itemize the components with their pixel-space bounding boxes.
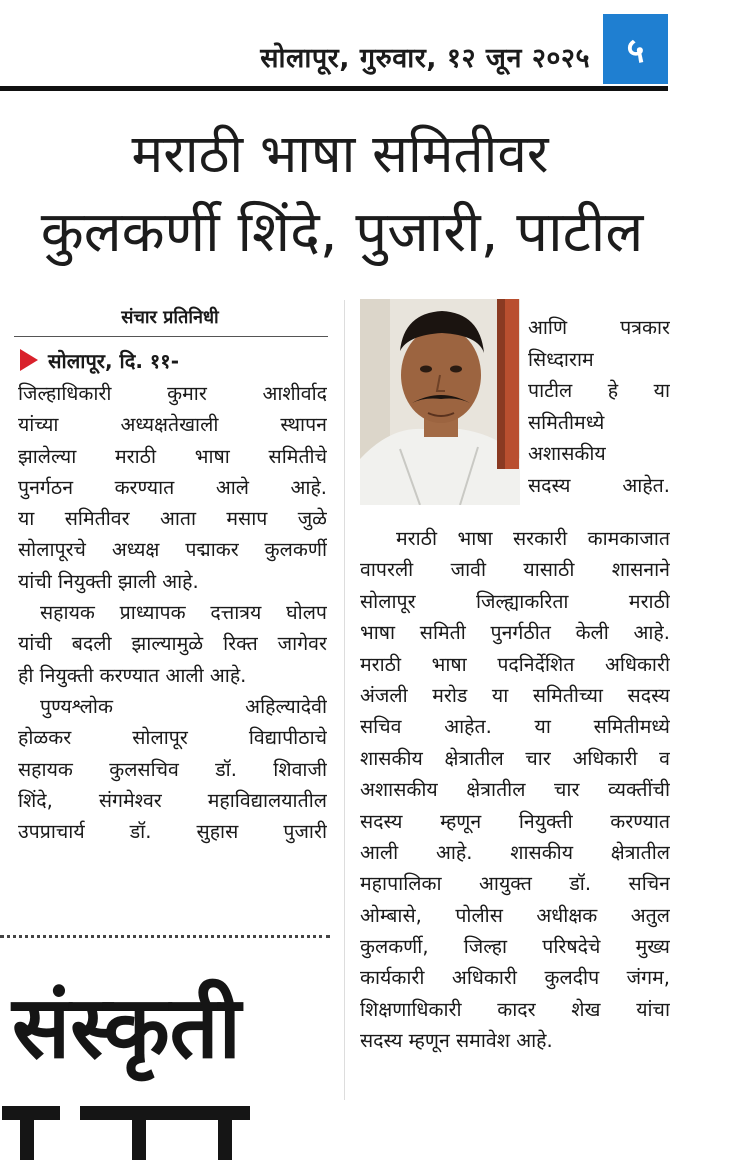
text-line: सोलापूर जिल्ह्याकरिता मराठी xyxy=(360,589,670,613)
text-line: अशासकीय क्षेत्रातील चार व्यक्तींची xyxy=(360,778,670,802)
text-line: आणि पत्रकार xyxy=(528,316,670,339)
masthead-rule xyxy=(0,86,668,91)
text-line: ही नियुक्ती करण्यात आली आहे. xyxy=(18,663,247,687)
text-line: सहायक प्राध्यापक दत्तात्रय घोलप xyxy=(40,601,327,625)
member-photo xyxy=(360,299,520,505)
text-line: अंजली मरोड या समितीच्या सदस्य xyxy=(360,683,670,707)
text-line: पाटील हे या xyxy=(528,379,670,402)
text-line: उपप्राचार्य डॉ. सुहास पुजारी xyxy=(18,820,327,844)
text-line: समितीमध्ये xyxy=(528,410,605,434)
text-line: कुलकर्णी, जिल्हा परिषदेचे मुख्य xyxy=(360,935,670,959)
text-line: होळकर सोलापूर विद्यापीठाचे xyxy=(18,726,327,750)
text-line: महापालिका आयुक्त डॉ. सचिन xyxy=(360,872,670,896)
next-story-headline-cropped xyxy=(0,1088,272,1174)
text-line: सदस्य म्हणून समावेश आहे. xyxy=(360,1029,553,1053)
text-line: शिंदे, संगमेश्वर महाविद्यालयातील xyxy=(18,788,327,812)
text-line: ओम्बासे, पोलीस अधीक्षक अतुल xyxy=(360,903,670,927)
text-line: यांची बदली झाल्यामुळे रिक्त जागेवर xyxy=(18,632,327,656)
story-separator xyxy=(0,935,330,938)
text-line: या समितीवर आता मसाप जुळे xyxy=(18,507,327,531)
right-top-text xyxy=(528,312,670,501)
text-line: झालेल्या मराठी भाषा समितीचे xyxy=(18,444,327,468)
text-line: सहायक कुलसचिव डॉ. शिवाजी xyxy=(18,757,327,781)
text-line: यांची नियुक्ती झाली आहे. xyxy=(18,569,199,593)
dateline-marker-icon xyxy=(20,349,38,371)
text-line: पुण्यश्लोक अहिल्यादेवी xyxy=(40,694,327,718)
text-line: जिल्हाधिकारी कुमार आशीर्वाद xyxy=(18,382,327,405)
text-line: अशासकीय xyxy=(528,442,606,465)
text-line: कार्यकारी अधिकारी कुलदीप जंगम, xyxy=(360,966,670,990)
dateline-text: सोलापूर, दि. ११- xyxy=(48,348,180,373)
page-number: ५ xyxy=(626,31,645,71)
text-line: यांच्या अध्यक्षतेखाली स्थापन xyxy=(18,413,327,437)
article-dateline xyxy=(20,346,179,374)
right-column-text xyxy=(360,523,670,1057)
byline: संचार प्रतिनिधी xyxy=(121,307,219,328)
next-story-headline: संस्कृती xyxy=(12,978,241,1078)
cropped-headline-glyphs xyxy=(0,1100,272,1160)
text-line: सिध्दाराम xyxy=(528,347,594,371)
text-line: सोलापूरचे अध्यक्ष पद्माकर कुलकर्णी xyxy=(18,538,327,562)
text-line: मराठी भाषा पदनिर्देशित अधिकारी xyxy=(360,652,670,676)
masthead-dateline: सोलापूर, गुरुवार, १२ जून २०२५ xyxy=(260,43,590,74)
column-divider xyxy=(344,300,345,1100)
text-line: सदस्य आहेत. xyxy=(528,473,670,497)
text-line: शासकीय क्षेत्रातील चार अधिकारी व xyxy=(360,746,670,770)
left-column-text xyxy=(18,378,327,847)
text-line: सचिव आहेत. या समितीमध्ये xyxy=(360,715,670,739)
text-line: पुनर्गठन करण्यात आले आहे. xyxy=(18,475,327,499)
text-line: भाषा समिती पुनर्गठीत केली आहे. xyxy=(360,621,670,645)
text-line: आली आहे. शासकीय क्षेत्रातील xyxy=(360,840,670,864)
text-line: शिक्षणाधिकारी कादर शेख यांचा xyxy=(360,997,670,1021)
headline-line-2: कुलकर्णी शिंदे, पुजारी, पाटील xyxy=(40,200,644,265)
page-number-badge xyxy=(603,14,668,84)
byline-rule xyxy=(14,336,328,337)
text-line: सदस्य म्हणून नियुक्ती करण्यात xyxy=(360,809,670,833)
photo-accent-strip-dark xyxy=(497,299,505,469)
portrait-image xyxy=(360,299,520,505)
text-line: मराठी भाषा सरकारी कामकाजात xyxy=(396,527,670,550)
headline-line-1: मराठी भाषा समितीवर xyxy=(131,124,549,185)
text-line: वापरली जावी यासाठी शासनाने xyxy=(360,558,670,582)
